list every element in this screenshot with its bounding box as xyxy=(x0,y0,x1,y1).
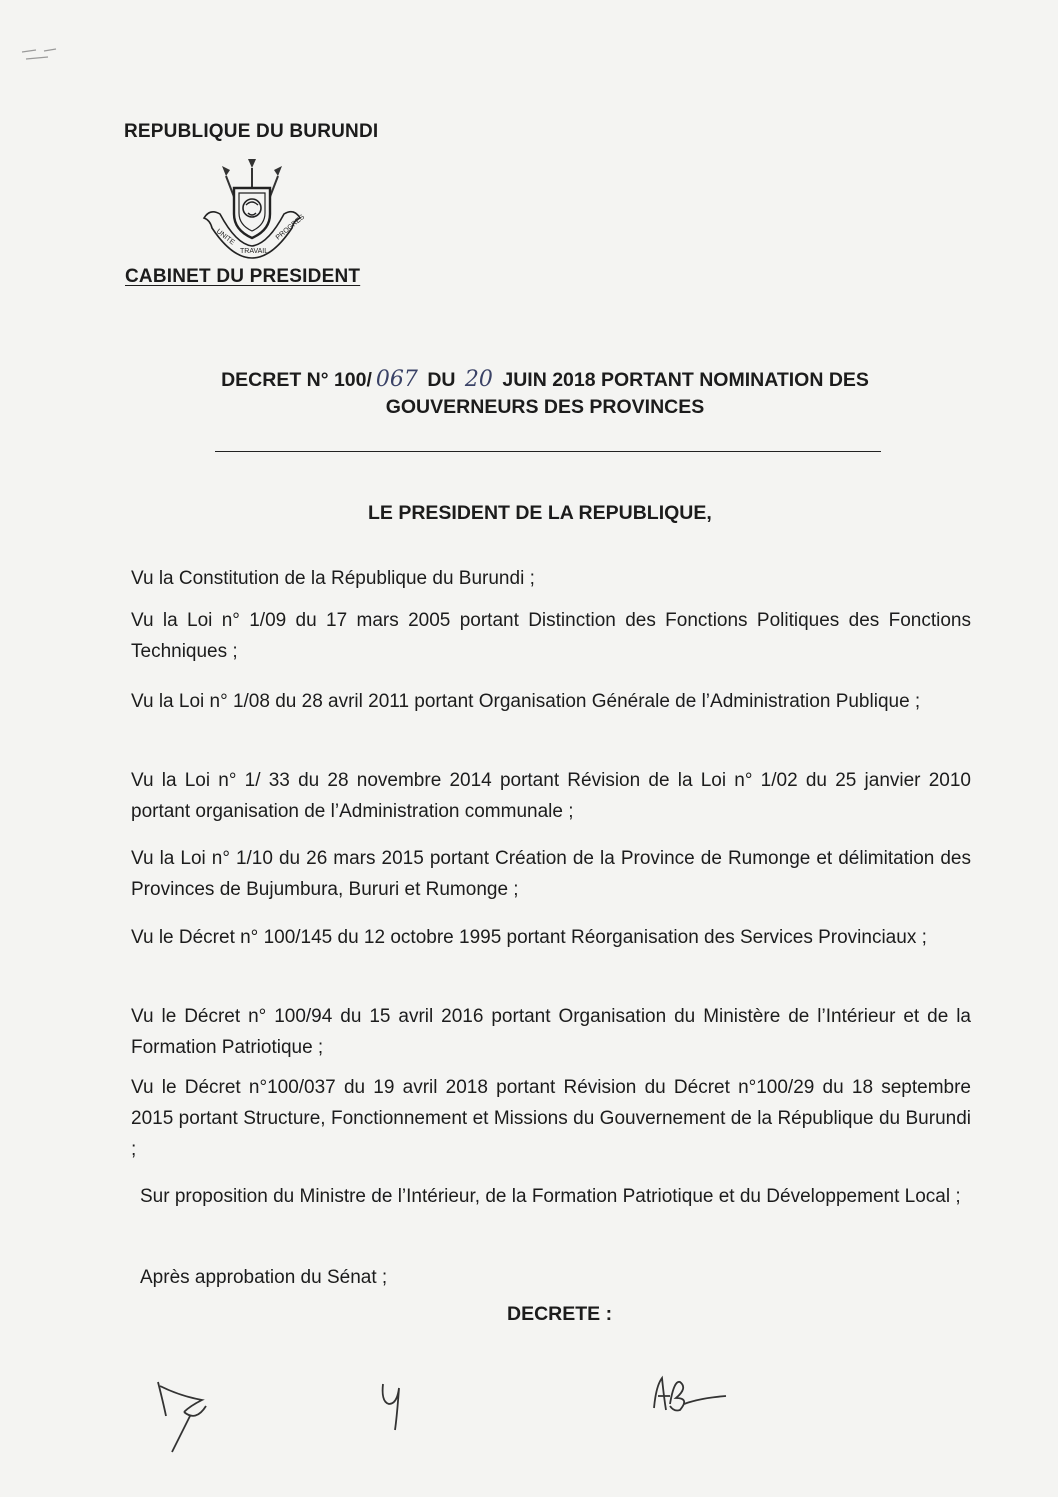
handwritten-signature-icon xyxy=(640,1368,730,1428)
clause-law-2014: Vu la Loi n° 1/ 33 du 28 novembre 2014 portant Révision de la Loi n° 1/02 du 25 janvier 2010 portant organisation de l’Administration communale ; xyxy=(131,770,971,822)
decree-title xyxy=(150,366,940,421)
clause-law-2015: Vu la Loi n° 1/10 du 26 mars 2015 portant Création de la Province de Rumonge et délimitation des Provinces de Bujumbura, Bururi et Rumonge ; xyxy=(131,848,971,900)
preamble-heading: LE PRESIDENT DE LA REPUBLIQUE, xyxy=(368,502,712,524)
clause-senate-approval: Après approbation du Sénat ; xyxy=(140,1267,388,1288)
clause-law-2005: Vu la Loi n° 1/09 du 17 mars 2005 portant Distinction des Fonctions Politiques des Fonctions Techniques ; xyxy=(131,610,971,662)
title-prefix: DECRET N° 100/ xyxy=(221,369,372,391)
svg-text:TRAVAIL: TRAVAIL xyxy=(240,248,269,255)
decree-number-handwritten: 067 xyxy=(375,367,418,392)
svg-text:UNITE: UNITE xyxy=(214,228,236,247)
office-header: CABINET DU PRESIDENT xyxy=(125,266,361,287)
title-divider xyxy=(215,451,881,452)
title-suffix: JUIN 2018 PORTANT NOMINATION DES xyxy=(502,369,869,391)
clause-decree-1995: Vu le Décret n° 100/145 du 12 octobre 1995 portant Réorganisation des Services Provinciaux ; xyxy=(131,927,927,948)
title-mid: DU xyxy=(427,369,456,391)
decree-day-handwritten: 20 xyxy=(464,367,493,392)
clause-law-2011: Vu la Loi n° 1/08 du 28 avril 2011 portant Organisation Générale de l’Administration Publique ; xyxy=(131,691,921,712)
burundi-coat-of-arms-icon xyxy=(196,158,308,260)
clause-decree-2016: Vu le Décret n° 100/94 du 15 avril 2016 portant Organisation du Ministère de l’Intérieur et de la Formation Patriotique ; xyxy=(131,1006,971,1058)
handwritten-initial-icon xyxy=(375,1376,415,1436)
scan-mark-icon xyxy=(18,42,68,64)
svg-text:PROGRES: PROGRES xyxy=(274,213,307,242)
clause-constitution: Vu la Constitution de la République du Burundi ; xyxy=(131,568,535,589)
clause-proposal: Sur proposition du Ministre de l’Intérieur, de la Formation Patriotique et du Développement Local ; xyxy=(140,1186,961,1207)
operative-heading: DECRETE : xyxy=(507,1303,613,1325)
country-header: REPUBLIQUE DU BURUNDI xyxy=(124,121,379,142)
clause-decree-2018: Vu le Décret n°100/037 du 19 avril 2018 portant Révision du Décret n°100/29 du 18 septembre 2015 portant Structure, Fonctionnement et Missions du Gouvernement de la République du Burundi ; xyxy=(131,1077,971,1160)
title-line2: GOUVERNEURS DES PROVINCES xyxy=(385,396,705,418)
handwritten-initial-icon xyxy=(150,1376,220,1456)
